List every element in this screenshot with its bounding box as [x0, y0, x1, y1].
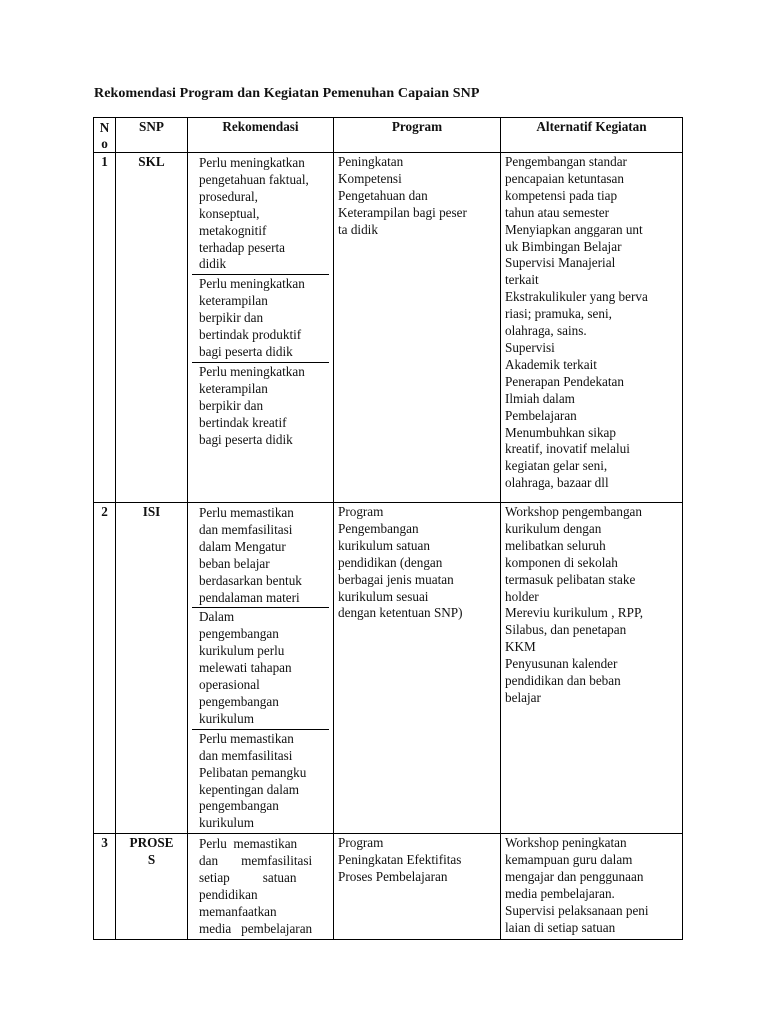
header-no: N o — [94, 118, 116, 153]
alternatif-line: olahraga, bazaar dll — [505, 475, 609, 491]
alternatif-line: terkait — [505, 272, 539, 288]
snp-name: SKL — [116, 153, 188, 503]
alternatif-line: Penyusunan kalender — [505, 656, 618, 672]
table-row-proses — [94, 834, 683, 939]
alternatif-line: kompetensi pada tiap — [505, 187, 618, 203]
alternatif-line: melibatkan seluruh — [505, 537, 606, 553]
row-number: 1 — [94, 153, 116, 503]
alternatif-line: Menumbuhkan sikap — [505, 424, 616, 440]
rekomendasi-item: Perlu memastikan dan memfasilitasi Pelibatan pemangku kepentingan dalam pengembangan kurikulum — [192, 729, 329, 833]
row-number: 3 — [94, 834, 116, 939]
alternatif-cell — [501, 153, 683, 503]
rekomendasi-item: Perlu memastikan dan memfasilitasi setiap satuan pendidikan memanfaatkan media pembelajaran — [199, 836, 313, 936]
snp-name: ISI — [116, 503, 188, 834]
alternatif-line: KKM — [505, 639, 536, 655]
header-snp: SNP — [116, 118, 188, 153]
header-rekomendasi: Rekomendasi — [188, 118, 334, 153]
alternatif-line: komponen di sekolah — [505, 554, 618, 570]
alternatif-line: Penerapan Pendekatan — [505, 373, 625, 389]
program-cell: Program Pengembangan kurikulum satuan pendidikan (dengan berbagai jenis muatan kurikulum sesuai dengan ketentuan SNP) — [334, 503, 501, 834]
alternatif-line: pencapaian ketuntasan — [505, 170, 624, 186]
alternatif-cell — [501, 503, 683, 834]
alternatif-line: Ekstrakulikuler yang berva — [505, 289, 648, 305]
alternatif-line: pendidikan dan beban — [505, 673, 621, 689]
alternatif-line: Menyiapkan anggaran unt — [505, 221, 643, 237]
alternatif-line: media pembelajaran. — [505, 885, 615, 901]
alternatif-line: Workshop pengembangan — [505, 504, 643, 519]
alternatif-line: kreatif, inovatif melalui — [505, 441, 630, 457]
rekomendasi-item: Perlu memastikan dan memfasilitasi dalam Mengatur beban belajar berdasarkan bentuk pendalaman materi — [199, 505, 302, 605]
alternatif-line: kegiatan gelar seni, — [505, 458, 608, 474]
snp-name: PROSE S — [116, 834, 188, 939]
alternatif-line: Supervisi Manajerial — [505, 255, 616, 271]
header-alternatif: Alternatif Kegiatan — [501, 118, 683, 153]
table-row-skl — [94, 153, 683, 503]
alternatif-line: Pengembangan standar — [505, 154, 627, 169]
rekomendasi-item: Perlu meningkatkan pengetahuan faktual, prosedural, konseptual, metakognitif terhadap peserta didik — [199, 155, 309, 272]
recommendation-table — [93, 117, 683, 940]
rekomendasi-item: Dalam pengembangan kurikulum perlu melewati tahapan operasional pengembangan kurikulum — [192, 607, 329, 728]
header-row — [94, 118, 683, 153]
rekomendasi-item: Perlu meningkatkan keterampilan berpikir dan bertindak produktif bagi peserta didik — [192, 274, 329, 362]
row-number: 2 — [94, 503, 116, 834]
alternatif-line: Supervisi pelaksanaan peni — [505, 902, 649, 918]
alternatif-line: Silabus, dan penetapan — [505, 622, 627, 638]
document-title: Rekomendasi Program dan Kegiatan Pemenuhan Capaian SNP — [94, 86, 480, 101]
program-cell: Program Peningkatan Efektifitas Proses Pembelajaran — [334, 834, 501, 939]
alternatif-line: olahraga, sains. — [505, 323, 587, 339]
header-program: Program — [334, 118, 501, 153]
program-cell: Peningkatan Kompetensi Pengetahuan dan Keterampilan bagi peser ta didik — [334, 153, 501, 503]
alternatif-line: kurikulum dengan — [505, 520, 602, 536]
alternatif-line: kemampuan guru dalam — [505, 852, 633, 868]
alternatif-line: tahun atau semester — [505, 204, 609, 220]
alternatif-line: Workshop peningkatan — [505, 835, 627, 851]
alternatif-cell — [501, 834, 683, 939]
alternatif-line: Akademik terkait — [505, 356, 597, 372]
alternatif-line: riasi; pramuka, seni, — [505, 306, 612, 322]
rekomendasi-item: Perlu meningkatkan keterampilan berpikir dan bertindak kreatif bagi peserta didik — [192, 362, 329, 450]
alternatif-line: Mereviu kurikulum , RPP, — [505, 605, 644, 621]
alternatif-line: Supervisi — [505, 339, 555, 355]
alternatif-line: Ilmiah dalam — [505, 390, 575, 406]
rekomendasi-cell — [188, 153, 334, 503]
alternatif-line: Pembelajaran — [505, 407, 577, 423]
table-row-isi — [94, 503, 683, 834]
rekomendasi-cell — [188, 503, 334, 834]
alternatif-line: laian di setiap satuan — [505, 919, 616, 935]
alternatif-line: uk Bimbingan Belajar — [505, 238, 622, 254]
alternatif-line: mengajar dan penggunaan — [505, 869, 644, 885]
alternatif-line: belajar — [505, 689, 541, 705]
rekomendasi-cell — [188, 834, 334, 939]
alternatif-line: termasuk pelibatan stake — [505, 571, 636, 587]
alternatif-line: holder — [505, 588, 539, 604]
